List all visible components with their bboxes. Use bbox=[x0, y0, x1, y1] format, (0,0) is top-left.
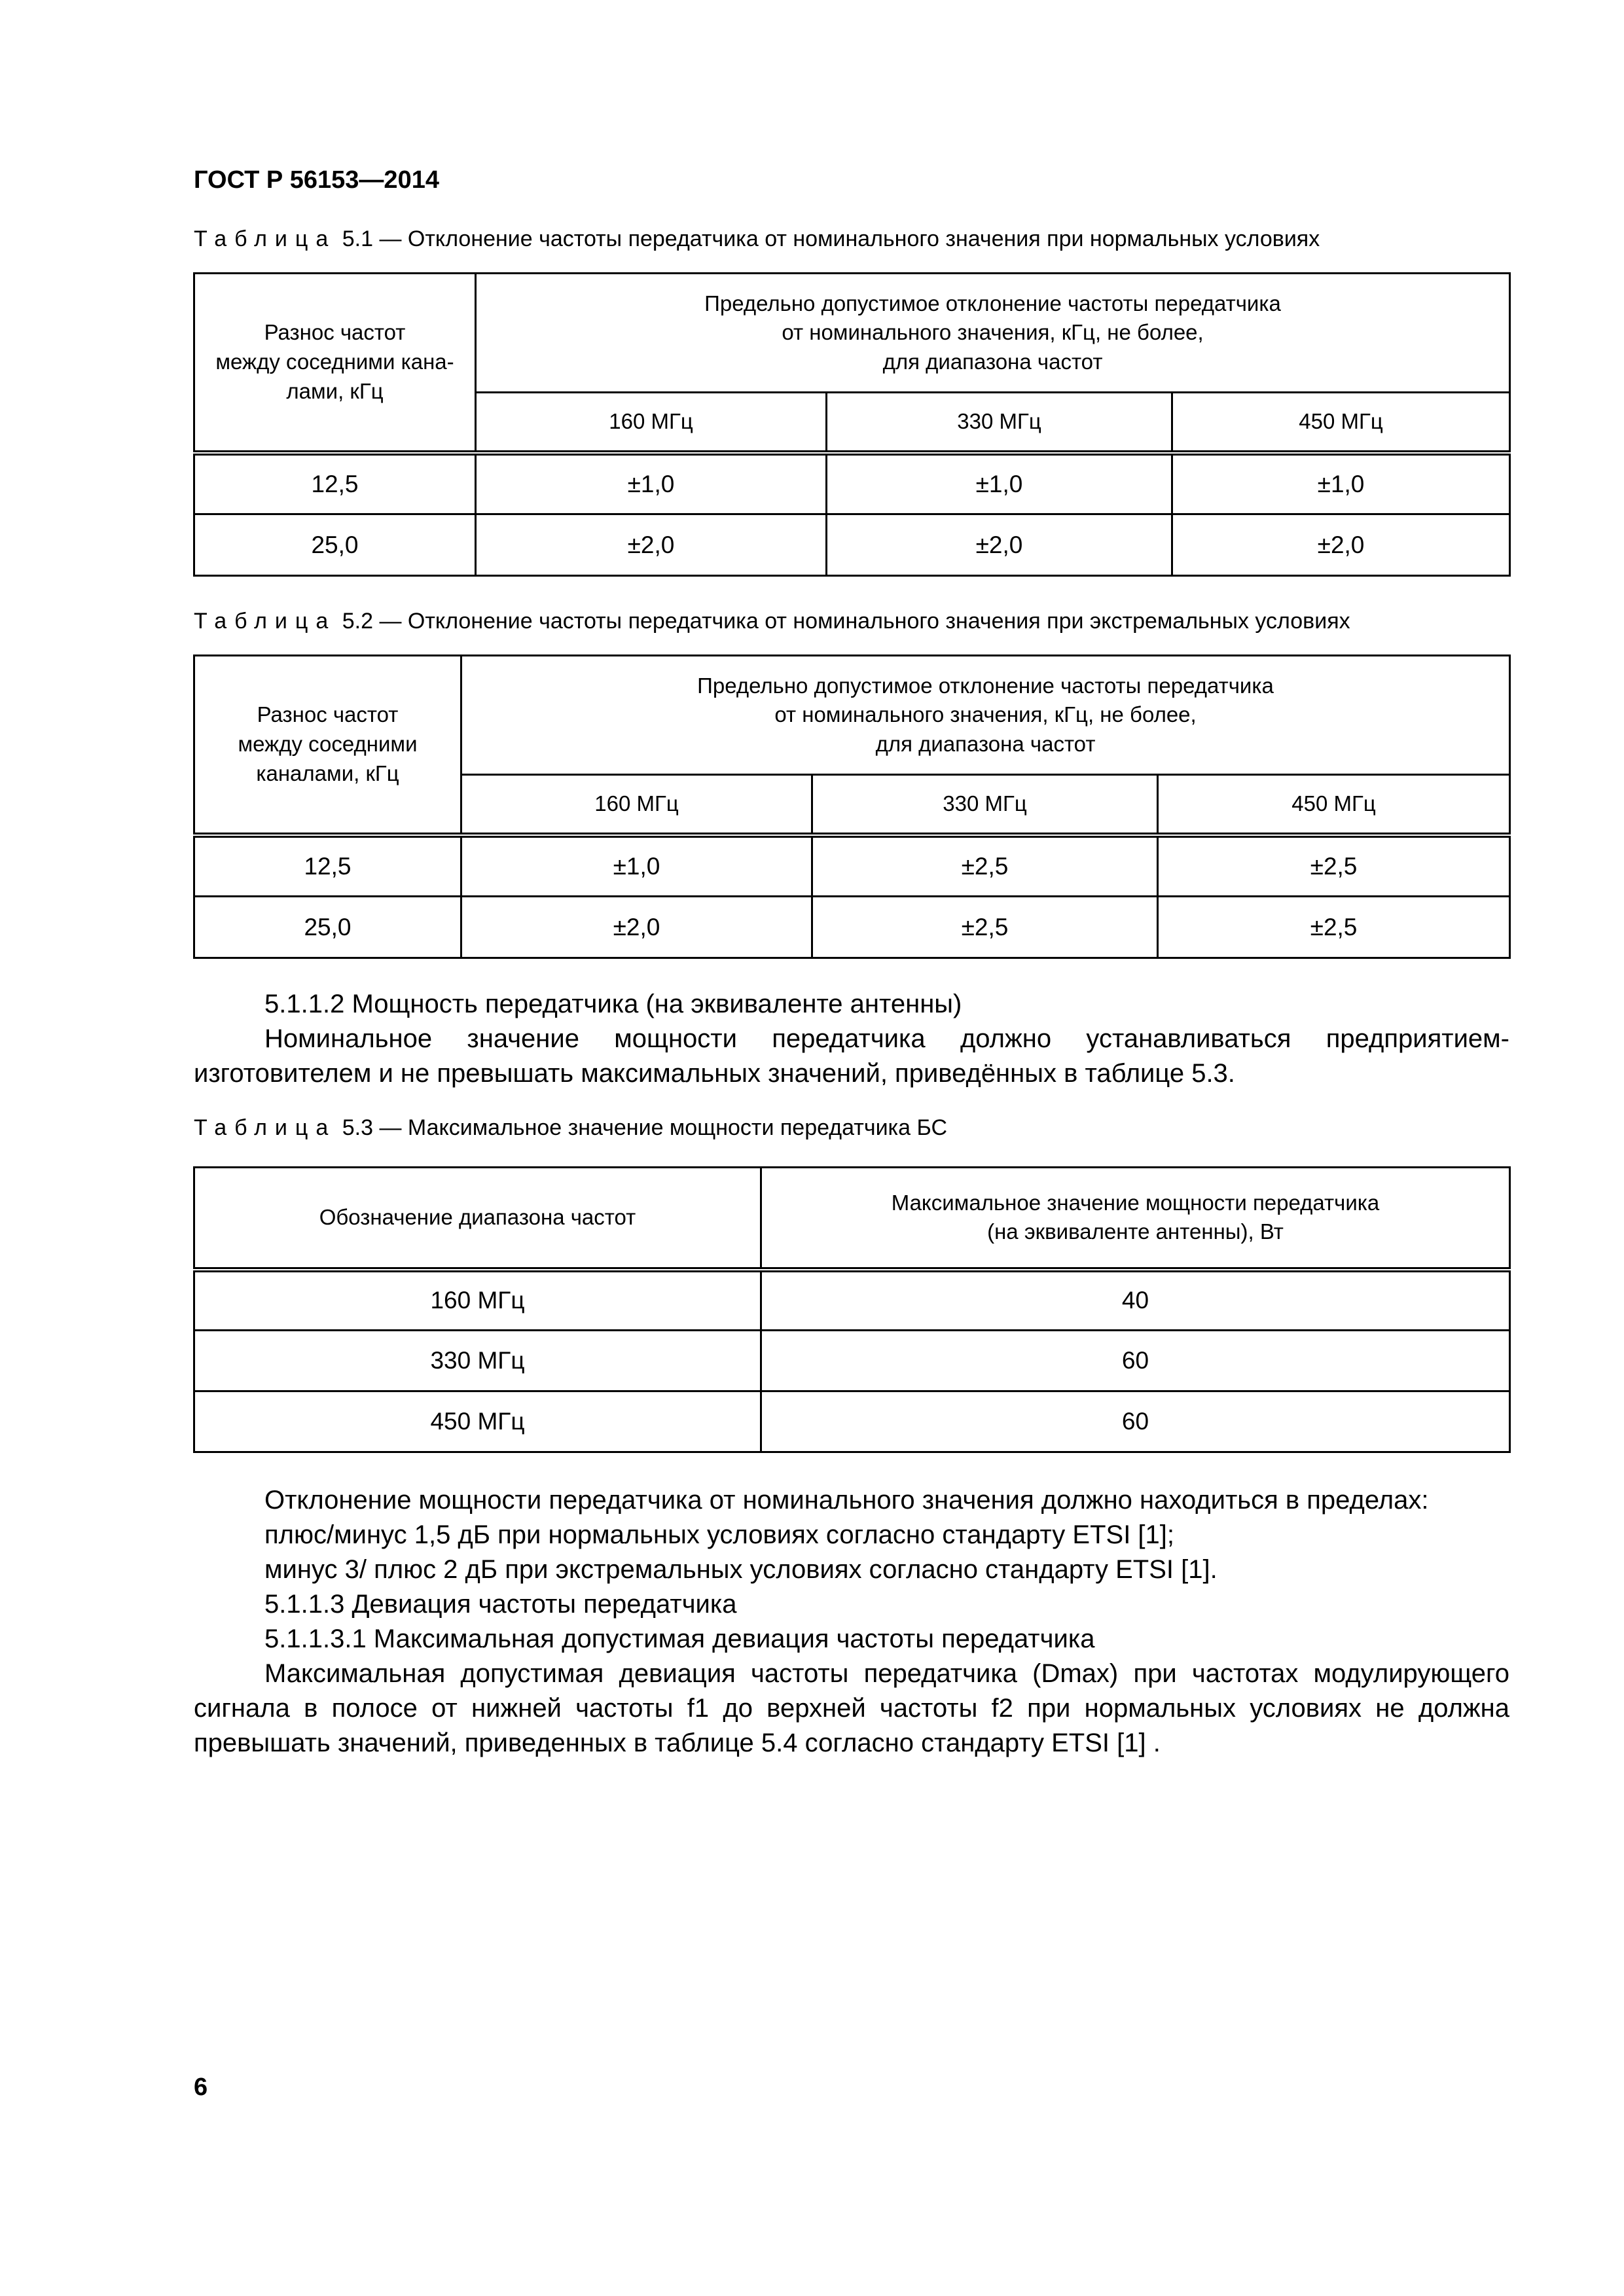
table-cell: ±1,0 bbox=[827, 453, 1172, 514]
col-band-header: 450 МГц bbox=[1158, 775, 1510, 835]
table-5-2 bbox=[193, 655, 1511, 959]
paragraph: минус 3/ плюс 2 дБ при экстремальных условиях согласно стандарту ETSI [1]. bbox=[264, 1555, 1218, 1584]
table-cell: 40 bbox=[761, 1270, 1510, 1331]
document-code: ГОСТ Р 56153—2014 bbox=[194, 166, 439, 194]
table-row bbox=[194, 835, 1510, 897]
table-row bbox=[194, 453, 1510, 514]
table-cell: ±2,0 bbox=[827, 514, 1172, 576]
col-max-power-header: Максимальное значение мощности передатчика (на эквиваленте антенны), Вт bbox=[761, 1168, 1510, 1270]
table-cell: 330 МГц bbox=[194, 1331, 761, 1391]
caption-prefix: Таблица bbox=[194, 226, 336, 251]
col-band-designation-header: Обозначение диапазона частот bbox=[194, 1168, 761, 1270]
table-cell: 12,5 bbox=[194, 835, 461, 897]
table-cell: ±1,0 bbox=[1172, 453, 1510, 514]
table-row bbox=[194, 514, 1510, 576]
section-heading: 5.1.1.3.1 Максимальная допустимая девиация частоты передатчика bbox=[264, 1624, 1095, 1653]
table-5-1 bbox=[193, 272, 1511, 577]
section-heading: 5.1.1.2 Мощность передатчика (на эквиваленте антенны) bbox=[264, 990, 962, 1018]
table-5-3 bbox=[193, 1166, 1511, 1453]
table-cell: ±2,0 bbox=[461, 897, 812, 958]
table-cell: 12,5 bbox=[194, 453, 476, 514]
caption-prefix: Таблица bbox=[194, 609, 336, 634]
paragraph: Максимальная допустимая девиация частоты передатчика (Dmax) при частотах модулирующего сигнала в полосе от нижней частоты f1 до верхней частоты f2 при нормальных условиях не должна превышать значений, приведенных в таблице 5.4 согласно стандарту ETSI [1] . bbox=[194, 1659, 1509, 1757]
col-group-deviation-header: Предельно допустимое отклонение частоты передатчика от номинального значения, кГц, не более, для диапазона частот bbox=[461, 656, 1510, 775]
page-number: 6 bbox=[194, 2073, 208, 2101]
table-5-3-caption bbox=[194, 1115, 947, 1141]
caption-prefix: Таблица bbox=[194, 1115, 336, 1140]
table-cell: ±2,0 bbox=[476, 514, 827, 576]
section-heading: 5.1.1.3 Девиация частоты передатчика bbox=[264, 1590, 737, 1619]
body-text bbox=[194, 1483, 1509, 1761]
col-group-deviation-header: Предельно допустимое отклонение частоты передатчика от номинального значения, кГц, не более, для диапазона частот bbox=[476, 274, 1510, 393]
table-cell: 60 bbox=[761, 1391, 1510, 1452]
paragraph: плюс/минус 1,5 дБ при нормальных условиях согласно стандарту ETSI [1]; bbox=[264, 1520, 1174, 1549]
caption-text: 5.1 — Отклонение частоты передатчика от номинального значения при нормальных условиях bbox=[336, 226, 1320, 251]
table-5-1-caption bbox=[194, 226, 1320, 252]
section-5-1-1-2 bbox=[194, 987, 1509, 1091]
table-row bbox=[194, 897, 1510, 958]
caption-text: 5.3 — Максимальное значение мощности передатчика БС bbox=[336, 1115, 948, 1140]
table-row bbox=[194, 1331, 1510, 1391]
table-cell: ±2,5 bbox=[812, 897, 1158, 958]
table-cell: 450 МГц bbox=[194, 1391, 761, 1452]
col-band-header: 330 МГц bbox=[812, 775, 1158, 835]
paragraph: Номинальное значение мощности передатчика должно устанавливаться предприятием-изготовителем и не превышать максимальных значений, приведённых в таблице 5.3. bbox=[194, 1024, 1509, 1088]
col-channel-spacing-header: Разнос частот между соседними кана- лами, кГц bbox=[194, 274, 476, 453]
table-cell: ±2,5 bbox=[1158, 835, 1510, 897]
caption-text: 5.2 — Отклонение частоты передатчика от номинального значения при экстремальных условиях bbox=[336, 609, 1350, 634]
table-cell: 25,0 bbox=[194, 897, 461, 958]
table-row bbox=[194, 1391, 1510, 1452]
table-cell: ±2,0 bbox=[1172, 514, 1510, 576]
table-row bbox=[194, 1270, 1510, 1331]
table-5-2-caption bbox=[194, 609, 1350, 634]
col-channel-spacing-header: Разнос частот между соседними каналами, кГц bbox=[194, 656, 461, 835]
col-band-header: 160 МГц bbox=[476, 393, 827, 453]
table-cell: ±1,0 bbox=[461, 835, 812, 897]
table-cell: ±2,5 bbox=[1158, 897, 1510, 958]
col-band-header: 450 МГц bbox=[1172, 393, 1510, 453]
col-band-header: 330 МГц bbox=[827, 393, 1172, 453]
table-cell: ±1,0 bbox=[476, 453, 827, 514]
table-cell: 60 bbox=[761, 1331, 1510, 1391]
table-cell: ±2,5 bbox=[812, 835, 1158, 897]
table-cell: 160 МГц bbox=[194, 1270, 761, 1331]
table-cell: 25,0 bbox=[194, 514, 476, 576]
col-band-header: 160 МГц bbox=[461, 775, 812, 835]
paragraph: Отклонение мощности передатчика от номинального значения должно находиться в пределах: bbox=[264, 1486, 1429, 1515]
